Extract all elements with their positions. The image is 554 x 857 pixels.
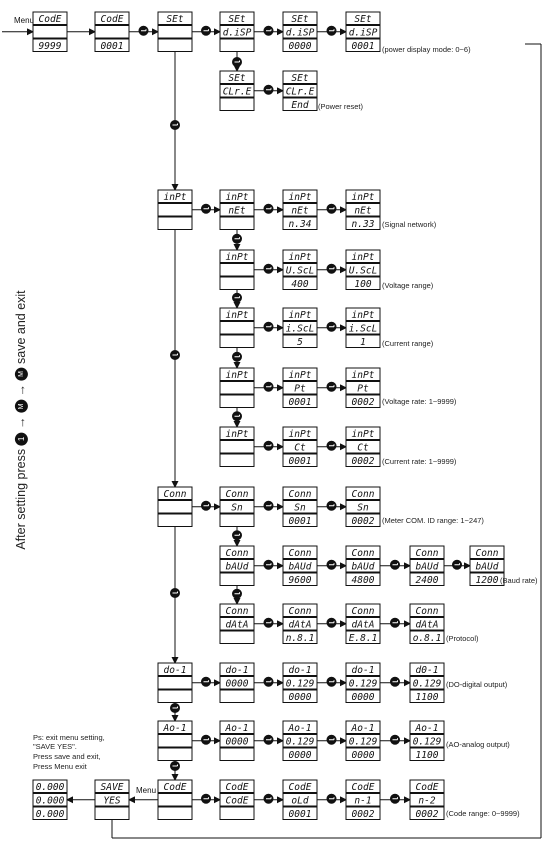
display-cell-text: Conn bbox=[225, 548, 249, 559]
display-cell-text: Sn bbox=[357, 502, 369, 514]
display-d43 bbox=[158, 721, 192, 761]
menu-key-label-bottom: Menu bbox=[136, 786, 157, 795]
display-cell-frame bbox=[220, 573, 254, 586]
display-d40 bbox=[283, 663, 317, 703]
voltage-range-note: (Voltage range) bbox=[382, 281, 434, 290]
display-cell-text: 9600 bbox=[288, 575, 312, 586]
display-cell-text: bAUd bbox=[225, 561, 249, 573]
display-cell-text: SEt bbox=[228, 14, 246, 25]
display-d46 bbox=[346, 721, 380, 761]
enter-key-icon bbox=[327, 735, 337, 745]
code-range-note: (Code range: 0~9999) bbox=[446, 809, 520, 818]
display-cell-frame bbox=[95, 807, 129, 820]
display-cell-text: inPt bbox=[225, 370, 249, 381]
enter-key-icon bbox=[264, 560, 274, 570]
display-d21 bbox=[346, 368, 380, 408]
display-cell-text: Conn bbox=[415, 548, 439, 559]
display-d8 bbox=[283, 71, 317, 111]
display-cell-text: 9999 bbox=[38, 41, 62, 52]
display-cell-text: CodE bbox=[38, 14, 62, 25]
enter-key-icon bbox=[170, 761, 180, 771]
enter-key-icon bbox=[327, 560, 337, 570]
display-cell-text: 0000 bbox=[351, 692, 375, 703]
display-cell-text: Conn bbox=[475, 548, 499, 559]
display-cell-text: 5 bbox=[297, 337, 303, 348]
display-cell-text: nEt bbox=[228, 205, 246, 217]
display-cell-text: End bbox=[291, 100, 309, 111]
display-cell-text: bAUd bbox=[475, 561, 499, 573]
display-cell-text: Conn bbox=[351, 548, 375, 559]
display-cell-text: SAVE bbox=[100, 782, 124, 793]
display-cell-text: inPt bbox=[288, 310, 312, 321]
enter-key-icon bbox=[264, 441, 274, 451]
display-d36 bbox=[346, 604, 380, 644]
display-cell-text: 0001 bbox=[288, 809, 312, 820]
display-cell-frame bbox=[220, 335, 254, 348]
display-d13 bbox=[220, 250, 254, 290]
display-d34 bbox=[220, 604, 254, 644]
display-cell-text: d.iSP bbox=[285, 27, 315, 39]
display-cell-text: 0000 bbox=[225, 736, 249, 748]
enter-key-icon bbox=[390, 677, 400, 687]
display-d35 bbox=[283, 604, 317, 644]
display-cell-frame bbox=[220, 39, 254, 52]
display-cell-frame bbox=[158, 26, 192, 39]
display-cell-frame bbox=[158, 217, 192, 230]
display-cell-frame bbox=[158, 204, 192, 217]
display-cell-text: 0002 bbox=[351, 516, 375, 527]
display-d2 bbox=[95, 12, 129, 52]
display-d5 bbox=[283, 12, 317, 52]
enter-key-icon bbox=[232, 293, 242, 303]
display-cell-text: 4800 bbox=[351, 575, 375, 586]
enter-key-icon bbox=[264, 794, 274, 804]
display-cell-frame bbox=[220, 322, 254, 335]
enter-key-icon bbox=[232, 352, 242, 362]
display-cell-frame bbox=[158, 748, 192, 761]
enter-key-icon bbox=[327, 204, 337, 214]
display-cell-text: 0001 bbox=[100, 41, 124, 52]
display-d29 bbox=[220, 546, 254, 586]
display-d23 bbox=[283, 427, 317, 467]
display-cell-frame bbox=[158, 501, 192, 514]
display-d18 bbox=[346, 308, 380, 348]
display-d45 bbox=[283, 721, 317, 761]
display-cell-text: Ao-1 bbox=[351, 723, 375, 734]
display-d33 bbox=[470, 546, 504, 586]
display-cell-frame bbox=[158, 794, 192, 807]
enter-key-icon bbox=[327, 501, 337, 511]
display-cell-text: inPt bbox=[288, 429, 312, 440]
display-cell-text: 0000 bbox=[288, 750, 312, 761]
display-cell-text: SEt bbox=[166, 14, 184, 25]
enter-key-icon bbox=[201, 204, 211, 214]
display-d32 bbox=[410, 546, 444, 586]
enter-key-icon bbox=[327, 677, 337, 687]
display-cell-text: 400 bbox=[291, 279, 309, 290]
enter-key-icon bbox=[264, 204, 274, 214]
enter-key-icon bbox=[327, 618, 337, 628]
display-cell-text: SEt bbox=[228, 73, 246, 84]
display-cell-text: U.ScL bbox=[348, 265, 378, 277]
display-cell-text: n-1 bbox=[354, 795, 372, 807]
display-d16 bbox=[220, 308, 254, 348]
enter-key-icon bbox=[390, 618, 400, 628]
display-cell-text: inPt bbox=[225, 429, 249, 440]
display-cell-text: Conn bbox=[288, 489, 312, 500]
display-cell-text: 0002 bbox=[351, 456, 375, 467]
display-cell-text: Conn bbox=[415, 606, 439, 617]
display-cell-text: 0000 bbox=[351, 750, 375, 761]
display-cell-text: CodE bbox=[288, 782, 312, 793]
display-d52 bbox=[410, 780, 444, 820]
display-cell-text: Ao-1 bbox=[415, 723, 439, 734]
display-cell-text: CodE bbox=[100, 14, 124, 25]
enter-key-icon bbox=[390, 794, 400, 804]
display-d27 bbox=[283, 487, 317, 527]
display-cell-text: bAUd bbox=[415, 561, 439, 573]
display-cell-text: n-2 bbox=[418, 795, 436, 807]
enter-key-icon bbox=[139, 26, 149, 36]
display-d22 bbox=[220, 427, 254, 467]
display-d10 bbox=[220, 190, 254, 230]
enter-key-icon bbox=[390, 735, 400, 745]
display-cell-text: inPt bbox=[163, 192, 187, 203]
display-cell-text: n.8.1 bbox=[285, 633, 315, 644]
display-cell-text: SEt bbox=[291, 73, 309, 84]
display-cell-frame bbox=[220, 631, 254, 644]
display-cell-text: 0001 bbox=[351, 41, 375, 52]
key-m-icon-2: M bbox=[15, 367, 28, 380]
display-cell-text: Conn bbox=[288, 606, 312, 617]
display-cell-text: inPt bbox=[288, 370, 312, 381]
display-cell-text: CodE bbox=[415, 782, 439, 793]
ps-note-line1: Ps: exit menu setting, bbox=[33, 733, 105, 742]
baud-rate-note: (Baud rate) bbox=[500, 576, 538, 585]
menu-key-label-top: Menu bbox=[14, 16, 35, 25]
display-cell-text: 0.129 bbox=[348, 678, 378, 690]
display-cell-text: 0.129 bbox=[285, 678, 315, 690]
enter-key-icon bbox=[201, 677, 211, 687]
display-cell-text: Ao-1 bbox=[163, 723, 187, 734]
enter-key-icon bbox=[232, 57, 242, 67]
display-cell-text: 0.129 bbox=[412, 736, 442, 748]
display-d28 bbox=[346, 487, 380, 527]
display-cell-text: 0.129 bbox=[348, 736, 378, 748]
display-cell-text: Pt bbox=[357, 383, 369, 395]
enter-key-icon bbox=[232, 411, 242, 421]
display-cell-frame bbox=[220, 441, 254, 454]
enter-key-icon bbox=[327, 441, 337, 451]
display-cell-text: 1200 bbox=[475, 575, 499, 586]
display-cell-frame bbox=[220, 690, 254, 703]
enter-key-icon bbox=[201, 794, 211, 804]
display-d37 bbox=[410, 604, 444, 644]
display-cell-text: 0.000 bbox=[35, 782, 65, 793]
display-cell-frame bbox=[220, 264, 254, 277]
enter-key-icon bbox=[327, 382, 337, 392]
display-d9 bbox=[158, 190, 192, 230]
display-cell-text: 0001 bbox=[288, 397, 312, 408]
display-cell-text: 0.129 bbox=[412, 678, 442, 690]
ps-note-line2: "SAVE YES". bbox=[33, 742, 77, 751]
display-cell-text: dAtA bbox=[288, 619, 312, 631]
display-cell-text: 2400 bbox=[415, 575, 439, 586]
display-cell-frame bbox=[158, 39, 192, 52]
enter-key-icon bbox=[170, 703, 180, 713]
display-cell-text: 0002 bbox=[351, 397, 375, 408]
enter-key-icon bbox=[170, 350, 180, 360]
display-cell-text: 1100 bbox=[415, 692, 439, 703]
display-d54 bbox=[33, 780, 67, 820]
display-d24 bbox=[346, 427, 380, 467]
display-cell-text: E.8.1 bbox=[348, 633, 378, 644]
display-cell-text: Conn bbox=[225, 606, 249, 617]
display-cell-text: Conn bbox=[351, 606, 375, 617]
display-cell-text: Conn bbox=[163, 489, 187, 500]
display-cell-text: inPt bbox=[225, 310, 249, 321]
display-cell-frame bbox=[33, 26, 67, 39]
enter-key-icon bbox=[201, 26, 211, 36]
display-cell-text: Conn bbox=[225, 489, 249, 500]
display-cell-text: CodE bbox=[225, 782, 249, 793]
display-d6 bbox=[346, 12, 380, 52]
enter-key-icon bbox=[201, 501, 211, 511]
display-cell-text: d.iSP bbox=[348, 27, 378, 39]
display-d30 bbox=[283, 546, 317, 586]
display-d38 bbox=[158, 663, 192, 703]
display-cell-text: 1 bbox=[360, 337, 366, 348]
display-cell-frame bbox=[220, 217, 254, 230]
display-cell-text: CLr.E bbox=[222, 86, 252, 98]
display-cell-text: 0001 bbox=[288, 516, 312, 527]
display-d11 bbox=[283, 190, 317, 230]
display-d48 bbox=[158, 780, 192, 820]
display-d44 bbox=[220, 721, 254, 761]
enter-key-icon bbox=[201, 735, 211, 745]
display-cell-text: 0000 bbox=[288, 41, 312, 52]
display-cell-text: SEt bbox=[354, 14, 372, 25]
display-cell-text: oLd bbox=[291, 795, 309, 807]
display-cell-text: 0.000 bbox=[35, 809, 65, 820]
enter-key-icon bbox=[390, 560, 400, 570]
display-cell-text: CodE bbox=[351, 782, 375, 793]
display-cell-text: i.ScL bbox=[285, 323, 315, 335]
display-cell-text: d.iSP bbox=[222, 27, 252, 39]
enter-key-icon bbox=[327, 26, 337, 36]
enter-key-icon bbox=[327, 322, 337, 332]
display-cell-text: bAUd bbox=[351, 561, 375, 573]
enter-key-icon bbox=[264, 618, 274, 628]
enter-key-icon bbox=[170, 120, 180, 130]
display-cell-text: o.8.1 bbox=[412, 633, 442, 644]
display-cell-text: inPt bbox=[351, 252, 375, 263]
display-d47 bbox=[410, 721, 444, 761]
side-instruction-text bbox=[14, 290, 28, 549]
display-cell-text: YES bbox=[103, 795, 121, 807]
display-cell-frame bbox=[220, 454, 254, 467]
side-suffix: save and exit bbox=[13, 290, 28, 365]
display-cell-text: do-1 bbox=[225, 665, 249, 676]
do-output-note: (DO-digital output) bbox=[446, 680, 508, 689]
display-cell-text: 1100 bbox=[415, 750, 439, 761]
display-cell-text: CodE bbox=[225, 795, 249, 807]
enter-key-icon bbox=[232, 530, 242, 540]
display-d49 bbox=[220, 780, 254, 820]
display-cell-frame bbox=[158, 807, 192, 820]
display-d1 bbox=[33, 12, 67, 52]
display-d51 bbox=[346, 780, 380, 820]
display-cell-frame bbox=[158, 677, 192, 690]
enter-key-icon bbox=[327, 264, 337, 274]
display-cell-text: 0002 bbox=[415, 809, 439, 820]
display-cell-text: Conn bbox=[351, 489, 375, 500]
current-rate-note: (Current rate: 1~9999) bbox=[382, 457, 457, 466]
display-cell-frame bbox=[220, 382, 254, 395]
enter-key-icon bbox=[264, 322, 274, 332]
voltage-rate-note: (Voltage rate: 1~9999) bbox=[382, 397, 457, 406]
key-m-icon: M bbox=[15, 400, 28, 413]
display-cell-text: 0.000 bbox=[35, 795, 65, 807]
display-cell-text: CodE bbox=[163, 782, 187, 793]
display-cell-text: inPt bbox=[225, 192, 249, 203]
enter-key-icon bbox=[264, 26, 274, 36]
display-cell-text: Sn bbox=[231, 502, 243, 514]
display-cell-frame bbox=[95, 26, 129, 39]
display-d19 bbox=[220, 368, 254, 408]
display-cell-text: n.34 bbox=[288, 219, 312, 230]
display-d14 bbox=[283, 250, 317, 290]
enter-key-icon bbox=[232, 589, 242, 599]
display-d31 bbox=[346, 546, 380, 586]
display-cell-text: U.ScL bbox=[285, 265, 315, 277]
side-prefix: After setting press bbox=[13, 448, 28, 550]
display-d53 bbox=[95, 780, 129, 820]
display-cell-text: 100 bbox=[354, 279, 372, 290]
display-cell-text: inPt bbox=[225, 252, 249, 263]
display-cell-text: SEt bbox=[291, 14, 309, 25]
display-cell-text: dAtA bbox=[225, 619, 249, 631]
display-cell-text: Ao-1 bbox=[225, 723, 249, 734]
display-cell-frame bbox=[220, 748, 254, 761]
enter-key-icon bbox=[452, 560, 462, 570]
key-1-icon: 1 bbox=[15, 432, 28, 445]
display-cell-frame bbox=[158, 514, 192, 527]
display-cell-text: inPt bbox=[351, 429, 375, 440]
display-cell-text: nEt bbox=[354, 205, 372, 217]
display-cell-text: d0-1 bbox=[415, 665, 439, 676]
display-cell-frame bbox=[220, 395, 254, 408]
display-cell-text: i.ScL bbox=[348, 323, 378, 335]
ps-note-line4: Press Menu exit bbox=[33, 762, 87, 771]
enter-key-icon bbox=[264, 735, 274, 745]
display-cell-frame bbox=[220, 514, 254, 527]
display-cell-frame bbox=[158, 690, 192, 703]
power-display-note: (power display mode: 0~6) bbox=[382, 45, 471, 54]
display-cell-text: do-1 bbox=[163, 665, 187, 676]
power-reset-note: (Power reset) bbox=[318, 102, 364, 111]
side-instruction bbox=[6, 255, 36, 585]
display-cell-text: inPt bbox=[351, 310, 375, 321]
display-cell-text: 0002 bbox=[351, 809, 375, 820]
ao-output-note: (AO-analog output) bbox=[446, 740, 510, 749]
display-d25 bbox=[158, 487, 192, 527]
display-cell-text: nEt bbox=[291, 205, 309, 217]
display-d3 bbox=[158, 12, 192, 52]
display-cell-text: inPt bbox=[351, 192, 375, 203]
display-cell-text: 0.129 bbox=[285, 736, 315, 748]
display-cell-text: inPt bbox=[288, 252, 312, 263]
meter-com-note: (Meter COM. ID range: 1~247) bbox=[382, 516, 484, 525]
display-cell-text: inPt bbox=[288, 192, 312, 203]
side-arrow-2: → bbox=[13, 383, 28, 397]
display-d41 bbox=[346, 663, 380, 703]
display-cell-text: bAUd bbox=[288, 561, 312, 573]
display-cell-frame bbox=[220, 98, 254, 111]
display-cell-text: do-1 bbox=[351, 665, 375, 676]
display-cell-text: inPt bbox=[351, 370, 375, 381]
display-d39 bbox=[220, 663, 254, 703]
display-d42 bbox=[410, 663, 444, 703]
display-cell-text: Pt bbox=[294, 383, 306, 395]
display-cell-text: 0001 bbox=[288, 456, 312, 467]
enter-key-icon bbox=[264, 85, 274, 95]
enter-key-icon bbox=[170, 588, 180, 598]
ps-note-line3: Press save and exit, bbox=[33, 752, 101, 761]
signal-network-note: (Signal network) bbox=[382, 220, 437, 229]
display-cell-text: Ct bbox=[294, 442, 306, 454]
enter-key-icon bbox=[327, 794, 337, 804]
protocol-note: (Protocol) bbox=[446, 634, 479, 643]
display-d20 bbox=[283, 368, 317, 408]
current-range-note: (Current range) bbox=[382, 339, 434, 348]
display-cell-text: Ao-1 bbox=[288, 723, 312, 734]
display-d50 bbox=[283, 780, 317, 820]
enter-key-icon bbox=[264, 677, 274, 687]
display-cell-text: dAtA bbox=[415, 619, 439, 631]
display-cell-text: 0000 bbox=[288, 692, 312, 703]
display-d15 bbox=[346, 250, 380, 290]
side-arrow-1: → bbox=[13, 416, 28, 429]
display-d7 bbox=[220, 71, 254, 111]
display-cell-frame bbox=[220, 807, 254, 820]
enter-key-icon bbox=[264, 501, 274, 511]
display-cell-text: 0000 bbox=[225, 678, 249, 690]
display-cell-text: dAtA bbox=[351, 619, 375, 631]
enter-key-icon bbox=[232, 234, 242, 244]
enter-key-icon bbox=[264, 382, 274, 392]
display-cell-frame bbox=[158, 735, 192, 748]
display-d17 bbox=[283, 308, 317, 348]
display-cell-text: do-1 bbox=[288, 665, 312, 676]
display-cell-text: Ct bbox=[357, 442, 369, 454]
display-d26 bbox=[220, 487, 254, 527]
display-cell-text: CLr.E bbox=[285, 86, 315, 98]
display-d12 bbox=[346, 190, 380, 230]
display-cell-text: n.33 bbox=[351, 219, 375, 230]
enter-key-icon bbox=[264, 264, 274, 274]
display-cell-text: Sn bbox=[294, 502, 306, 514]
display-cell-frame bbox=[220, 277, 254, 290]
display-d4 bbox=[220, 12, 254, 52]
display-cell-text: Conn bbox=[288, 548, 312, 559]
